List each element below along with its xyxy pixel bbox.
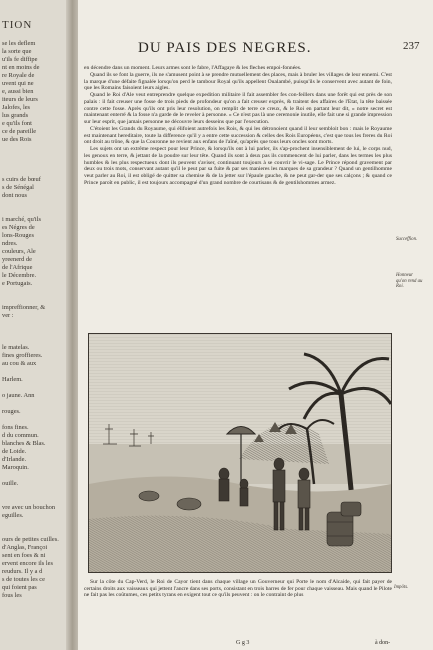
left-page-line: s de Sénégal [2, 184, 34, 191]
left-page-line: e qu'ils font [2, 120, 32, 127]
margin-note-impots: Impôts. [394, 585, 409, 590]
left-page-line: es Négres de [2, 224, 35, 231]
left-page-line: ouille. [2, 480, 19, 487]
engraved-plate [88, 333, 392, 573]
left-page-line: le matelas. [2, 344, 30, 351]
paragraph: C'étoient les Grands du Royaume, qui élifoient autrefois les Rois, & qui les détronoient quand il leur sembloit bon : mais le Royaume est maintenant hereditaire, toute la difference qu'il y a entre cette succession & celles des Rois Européens, c'est que tous les freres du Roi ont droit au trône, & que la Couronne ne revient aux enfans de l'aîné, qu'après que tous leurs oncles sont morts. [84, 125, 392, 146]
left-page-line: e Portugais. [2, 280, 33, 287]
paragraph: en décendre dans un moment. Leurs armes sont le fabre, l'Affagaye & les fleches empoi-fonnées. [84, 65, 302, 71]
left-page-line: de l'Afrique [2, 264, 33, 271]
left-page-line: i marché, qu'ils [2, 216, 41, 223]
left-page-line: se les deflem [2, 40, 36, 47]
margin-note-succession: Succeffion. [396, 237, 418, 242]
closing-text [84, 579, 392, 599]
left-page-line: o jaune. Ann [2, 392, 35, 399]
left-page-line: s cuirs de bœuf [2, 176, 41, 183]
signature-mark: G g 3 [236, 640, 250, 646]
left-page-line: dont nous [2, 192, 28, 199]
running-header: DU PAIS DES NEGRES. [138, 40, 312, 56]
left-page-line: d'Anglas, Françoi [2, 544, 48, 551]
left-page-line: blanches & Blas. [2, 440, 46, 447]
left-page-line: lus grands [2, 112, 29, 119]
paragraph: Quand ils se font la guerre, ils ne s'amusent point à se prendre mutuellement des places, mais à bruler les villages de leur ennemi. C'est la marque d'une défaite fignalée lorsqu'on perd le tambour Royal qu'ils appellent Oualambé, puisqu'ils le conservent avec autant de foin, que les Romains faisoient leurs aigles. [84, 71, 392, 92]
catchword: à don- [375, 640, 391, 646]
left-page-line: lons-Rouges [2, 232, 34, 239]
left-page-line: TION [2, 19, 33, 31]
left-page-fragment [0, 0, 72, 650]
left-page-line: ue des Rois [2, 136, 32, 143]
margin-note-honneur [396, 273, 422, 290]
left-page-line: yreenerd de [2, 256, 32, 263]
left-page-line: impreffionner, & [2, 304, 46, 311]
left-page-line: au cou & aux [2, 360, 37, 367]
left-page-line: Jalofes, les [2, 104, 31, 111]
page-number: 237 [403, 40, 420, 52]
left-page-line: e, aussi bien [2, 88, 34, 95]
left-page-line: couleurs, Ale [2, 248, 36, 255]
left-page-line: le Décembre. [2, 272, 37, 279]
left-page-line: ours de petites cuilles. [2, 536, 59, 543]
left-page-line: la sorte que [2, 48, 32, 55]
paragraph: Les sujets ont un extrême respect pour leur Prince, & lorsqu'ils ont à lui parler, ils s'ap-prochent insensiblement de lui, le corps nud, les genoux en terre, & jettant de la poudre sur leur tête. Quand ils sont à deux pas ils commencent de lui parler, dans les termes les plus humbles & les plus respectueux dont ils peuvent s'aviser, continuant toujours à se couvrir le vi-sage. Le Prince répond gravement par deux ou trois mots, conservant autant qu'il le peut par sa fuite & par ses manieres les marques de sa grandeur ? Quand un gentilhomme veut parler au Roi, il est obligé de quitter sa chemise & de la jetter sur l'épaule gauche, & ne peut gar-der que ses calçons ; & quand ce Prince paroît en public, il est toujours accompagné d'un grand nombre de courtisans & de gentilshommes armez. [84, 146, 392, 186]
left-page-line: eguilles. [2, 512, 24, 519]
left-page-line: nt en moins de [2, 64, 40, 71]
paragraph: Sur la côte du Cap-Verd, le Roi de Cayor tient dans chaque village un Gouverneur qui Porte le nom d'Alcaide, qui fait payer de certains droits aux vaisseaux qui jettent l'ancre dans ses ports, consistant en trois barres de fer pour chaque vaisseau. Mais quand le Pilote ne fait pas les coûtumes, ces petits tyrans en exigent tout ce qu'ils peuvent : on le contraint de plus [84, 579, 392, 599]
left-page-line: d'Irlande. [2, 456, 27, 463]
margin-note-line: Roi. [396, 284, 404, 289]
left-page-line: Harlem. [2, 376, 23, 383]
margin-note-line: qu'on rend au [396, 278, 423, 284]
left-page-line: fines groffieres. [2, 352, 43, 359]
left-page-line: reudurs. Il y a d [2, 568, 43, 575]
left-page-line: vre avec un bouchon [2, 504, 56, 511]
engraving-illustration [89, 334, 391, 572]
margin-note-line: Honneur [396, 273, 414, 278]
paragraph: Quand le Roi d'Ale veut entreprendre quelque expedition militaire il fait assembler fes con-feillers dans une forêt qui est près de son palais : il fait creuser une fosse de trois pieds de profondeur qu'on a fait creuser exprès, & traitent des affaires de l'Etat, la tête baissée contre cette fosse. Après qu'ils ont pris leur resolution, on remplit de terre ce creux, & le Roi en partant leur dit, « notre secret est maintenant enterré & la fosse n'a garde de le reveler à personne. » Ce n'est pas là une ceremonie inutile, elle fait une si grande impression sur leur esprit, que jamais personne ne découvre leurs desseins que par l'execution. [84, 92, 392, 125]
left-page-line: ndres. [2, 240, 18, 247]
left-page-line: ce de pareille [2, 128, 37, 135]
left-page-line: ver : [2, 312, 14, 319]
left-page-line: qui foient pas [2, 584, 37, 591]
left-page-line: uvent qui ne [2, 80, 34, 87]
left-page-line: re Royale de [2, 72, 35, 79]
left-page-line: Maroquin. [2, 464, 29, 471]
left-page-line: sent en foes & ni [2, 552, 46, 559]
left-page-line: ervent encore ils les [2, 560, 53, 567]
left-page-line: fous les [2, 592, 22, 599]
left-page-line: fons fines. [2, 424, 29, 431]
left-page-line: d du commun. [2, 432, 39, 439]
main-text [84, 65, 392, 187]
left-page-line: u'ils fe diffipe [2, 56, 38, 63]
left-page-line: de Loide. [2, 448, 27, 455]
left-page-line: s de toutes les ce [2, 576, 45, 583]
left-page-line: rouges. [2, 408, 21, 415]
right-page [78, 0, 433, 650]
left-page-line: iteurs de leurs [2, 96, 38, 103]
